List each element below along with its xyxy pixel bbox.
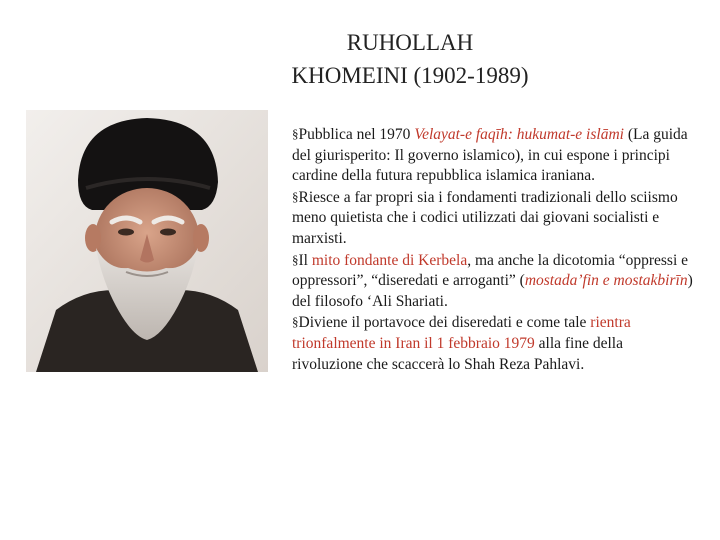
bullet-paragraph — [292, 187, 696, 250]
text-run: Il — [298, 251, 312, 269]
slide-title: RUHOLLAH KHOMEINI (1902-1989) — [291, 30, 529, 88]
text-run: Diviene il portavoce dei diseredati e come tale — [298, 314, 591, 332]
portrait-photo — [26, 110, 268, 372]
text-run: ) del filosofo ‘Ali Shariati. — [292, 272, 693, 310]
text-run: (La guida del giurisperito: Il governo islamico), in cui espone i principi cardine della futura repubblica islamica iraniana. — [292, 126, 688, 185]
bullet-paragraph — [292, 312, 696, 375]
text-run: alla fine della rivoluzione che scaccerà lo Shah Reza Pahlavi. — [292, 334, 623, 373]
bullet-paragraph — [292, 250, 696, 313]
bullet-marker: § — [292, 251, 299, 267]
portrait-illustration — [26, 110, 268, 372]
bullet-marker: § — [292, 126, 299, 141]
bullet-marker: § — [292, 314, 299, 330]
text-run: rientra trionfalmente in Iran il 1 febbraio 1979 — [292, 314, 631, 352]
text-run: Pubblica nel 1970 — [298, 126, 415, 143]
text-run: Riesce a far propri sia i fondamenti tradizionali dello sciismo meno quietista che i codici utilizzati dai giovani socialisti e marxisti. — [292, 188, 678, 247]
text-run: mostada’fin e mostakbirīn — [524, 272, 688, 290]
text-run: , ma anche la dicotomia “oppressi e oppressori”, “diseredati e arroganti” ( — [292, 251, 689, 290]
text-run: Velayat-e faqīh: hukumat-e islāmi — [414, 126, 624, 143]
bullet-marker: § — [292, 188, 299, 204]
slide-body — [292, 124, 696, 375]
text-run: mito fondante di Kerbela — [311, 251, 468, 269]
bullet-paragraph — [292, 124, 696, 187]
